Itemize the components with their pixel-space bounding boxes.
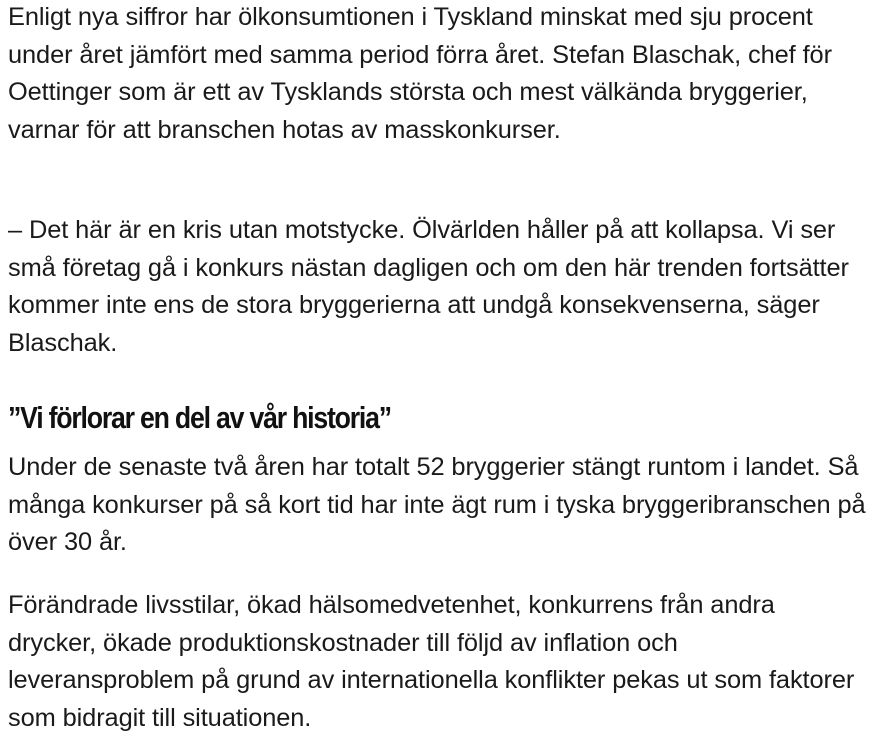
article-subheading: ”Vi förlorar en del av vår historia” [8, 400, 391, 435]
article-paragraph-1: Enligt nya siffror har ölkonsumtionen i Tyskland minskat med sju procent under året jämfört med samma period förra året. Stefan Blaschak, chef för Oettinger som är ett av Tysklands största och mest välkända bryggerier, varnar för att branschen hotas av masskonkurser. [8, 3, 832, 144]
article-paragraph-3: Under de senaste två åren har totalt 52 bryggerier stängt runtom i landet. Så många konkurser på så kort tid har inte ägt rum i tyska bryggeribranschen på över 30 år. [8, 453, 866, 556]
article-paragraph-4: Förändrade livsstilar, ökad hälsomedvetenhet, konkurrens från andra drycker, ökade produktionskostnader till följd av inflation och leveransproblem på grund av internationella konflikter pekas ut som faktorer som bidragit till situationen. [8, 591, 855, 732]
article-paragraph-2-quote: – Det här är en kris utan motstycke. Ölvärlden håller på att kollapsa. Vi ser små företag gå i konkurs nästan dagligen och om den här trenden fortsätter kommer inte ens de stora bryggerierna att undgå konsekvenserna, säger Blaschak. [8, 216, 849, 357]
